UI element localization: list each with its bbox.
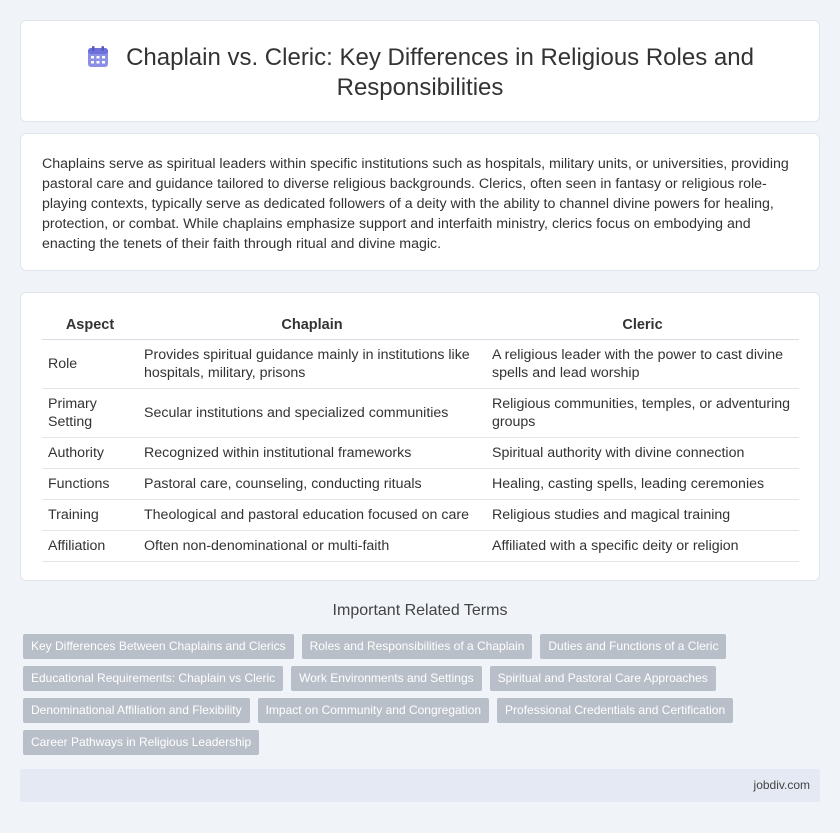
chaplain-cell: Often non-denominational or multi-faith <box>138 530 486 561</box>
footer <box>20 769 820 802</box>
table-row <box>42 437 799 468</box>
header-chaplain: Chaplain <box>138 311 486 339</box>
table-row <box>42 388 799 437</box>
related-terms-title: Important Related Terms <box>332 602 508 619</box>
related-term-link[interactable]: Key Differences Between Chaplains and Clerics <box>23 634 294 659</box>
related-term-link[interactable]: Educational Requirements: Chaplain vs Cleric <box>23 666 283 691</box>
calendar-icon <box>86 45 110 69</box>
cleric-cell: Religious communities, temples, or adventuring groups <box>486 388 799 437</box>
aspect-cell: Role <box>42 339 138 388</box>
intro-paragraph: Chaplains serve as spiritual leaders within specific institutions such as hospitals, military units, or universities, providing pastoral care and guidance tailored to diverse religious backgrounds. Clerics, often seen in fantasy or religious role-playing contexts, typically serve as dedicated followers of a deity with the ability to channel divine powers for healing, protection, or combat. While chaplains emphasize support and interfaith ministry, clerics focus on embodying and enacting the tenets of their faith through ritual and divine magic. <box>42 156 789 252</box>
related-term-link[interactable]: Career Pathways in Religious Leadership <box>23 730 259 755</box>
aspect-cell: Authority <box>42 437 138 468</box>
table-row <box>42 339 799 388</box>
related-term-link[interactable]: Spiritual and Pastoral Care Approaches <box>490 666 716 691</box>
header-card <box>20 20 820 122</box>
intro-card <box>20 133 820 271</box>
page-title <box>21 43 819 103</box>
cleric-cell: Affiliated with a specific deity or religion <box>486 530 799 561</box>
table-row <box>42 468 799 499</box>
chaplain-cell: Provides spiritual guidance mainly in institutions like hospitals, military, prisons <box>138 339 486 388</box>
cleric-cell: Religious studies and magical training <box>486 499 799 530</box>
aspect-cell: Affiliation <box>42 530 138 561</box>
related-term-link[interactable]: Roles and Responsibilities of a Chaplain <box>302 634 533 659</box>
aspect-cell: Primary Setting <box>42 388 138 437</box>
table-row <box>42 499 799 530</box>
related-term-link[interactable]: Impact on Community and Congregation <box>258 698 489 723</box>
aspect-cell: Training <box>42 499 138 530</box>
comparison-table-card <box>20 292 820 581</box>
related-term-link[interactable]: Professional Credentials and Certification <box>497 698 733 723</box>
cleric-cell: Healing, casting spells, leading ceremonies <box>486 468 799 499</box>
header-cleric: Cleric <box>486 311 799 339</box>
table-row <box>42 530 799 561</box>
table-header-row <box>42 311 799 339</box>
related-term-link[interactable]: Duties and Functions of a Cleric <box>540 634 726 659</box>
comparison-table <box>42 311 799 562</box>
chaplain-cell: Theological and pastoral education focused on care <box>138 499 486 530</box>
chaplain-cell: Pastoral care, counseling, conducting rituals <box>138 468 486 499</box>
related-term-link[interactable]: Work Environments and Settings <box>291 666 482 691</box>
cleric-cell: Spiritual authority with divine connection <box>486 437 799 468</box>
chaplain-cell: Secular institutions and specialized communities <box>138 388 486 437</box>
cleric-cell: A religious leader with the power to cast divine spells and lead worship <box>486 339 799 388</box>
page-title-text: Chaplain vs. Cleric: Key Differences in Religious Roles and Responsibilities <box>126 44 754 101</box>
related-term-link[interactable]: Denominational Affiliation and Flexibility <box>23 698 250 723</box>
chaplain-cell: Recognized within institutional frameworks <box>138 437 486 468</box>
aspect-cell: Functions <box>42 468 138 499</box>
footer-site-link[interactable]: jobdiv.com <box>753 778 810 792</box>
header-aspect: Aspect <box>42 311 138 339</box>
